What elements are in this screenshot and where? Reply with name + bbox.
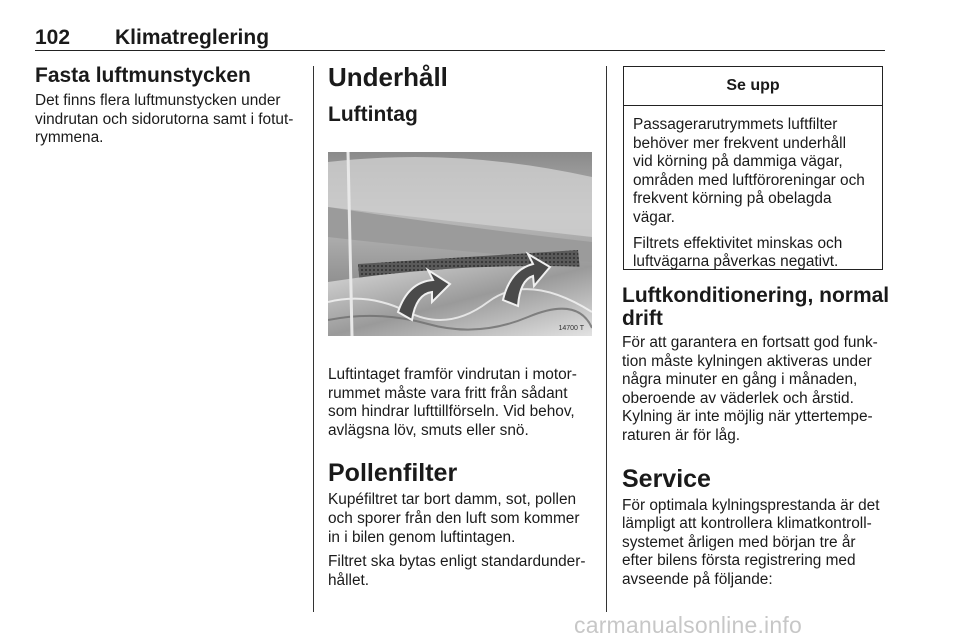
caution-box (623, 66, 883, 270)
page-header (35, 26, 885, 51)
right-column (622, 284, 890, 590)
column-divider-left (313, 66, 314, 612)
svg-text:14700 T: 14700 T (558, 325, 584, 332)
middle-column-lower (328, 366, 593, 590)
caution-text-1: Passagerarutrymmets luftfilter behöver mer frekvent underhåll vid körning på dammiga vägar, områden med luftföroreningar och frekvent körning på obelagda vägar. (633, 116, 865, 226)
section-heading-service: Service (622, 464, 711, 493)
pollen-filter-text-1: Kupéfiltret tar bort damm, sot, pollen och sporer från den luft som kommer in i bilen genom luftintagen. (328, 491, 580, 546)
air-intake-illustration (328, 152, 592, 336)
air-intake-text: Luftintaget framför vindrutan i motor- rummet måste vara fritt från sådant som hindrar lufttillförseln. Vid behov, avlägsna löv, smuts eller snö. (328, 366, 577, 439)
section-heading-ac: Luftkonditionering, normal drift (622, 284, 890, 330)
chapter-title: Klimatreglering (115, 26, 270, 49)
caution-text-2: Filtrets effektivitet minskas och luftvägarna påverkas negativt. (633, 234, 843, 271)
fixed-vents-text: Det finns flera luftmunstycken under vindrutan och sidorutorna samt i fotut- rymmena. (35, 92, 294, 147)
section-heading-maintenance: Underhåll (328, 62, 448, 92)
left-column (35, 64, 305, 148)
section-heading-fixed-vents: Fasta luftmunstycken (35, 64, 251, 87)
page-number: 102 (35, 26, 71, 49)
caution-title: Se upp (624, 67, 882, 106)
ac-text: För att garantera en fortsatt god funk- tion måste kylningen aktiveras under några minuter en gång i månaden, oberoende av väderlek och årstid. Kylning är inte möjlig när yttertempe- raturen är för låg. (622, 334, 878, 444)
pollen-filter-text-2: Filtret ska bytas enligt standardunder- hållet. (328, 553, 586, 589)
section-heading-pollen-filter: Pollenfilter (328, 459, 458, 488)
watermark: carmanualsonline.info (574, 612, 802, 638)
subheading-air-intake: Luftintag (328, 103, 418, 126)
column-divider-right (606, 66, 607, 612)
middle-column (328, 64, 593, 127)
service-text: För optimala kylningsprestanda är det lämpligt att kontrollera klimatkontroll- systemet årligen med början tre år efter bilens första registrering med avseende på följande: (622, 496, 880, 588)
